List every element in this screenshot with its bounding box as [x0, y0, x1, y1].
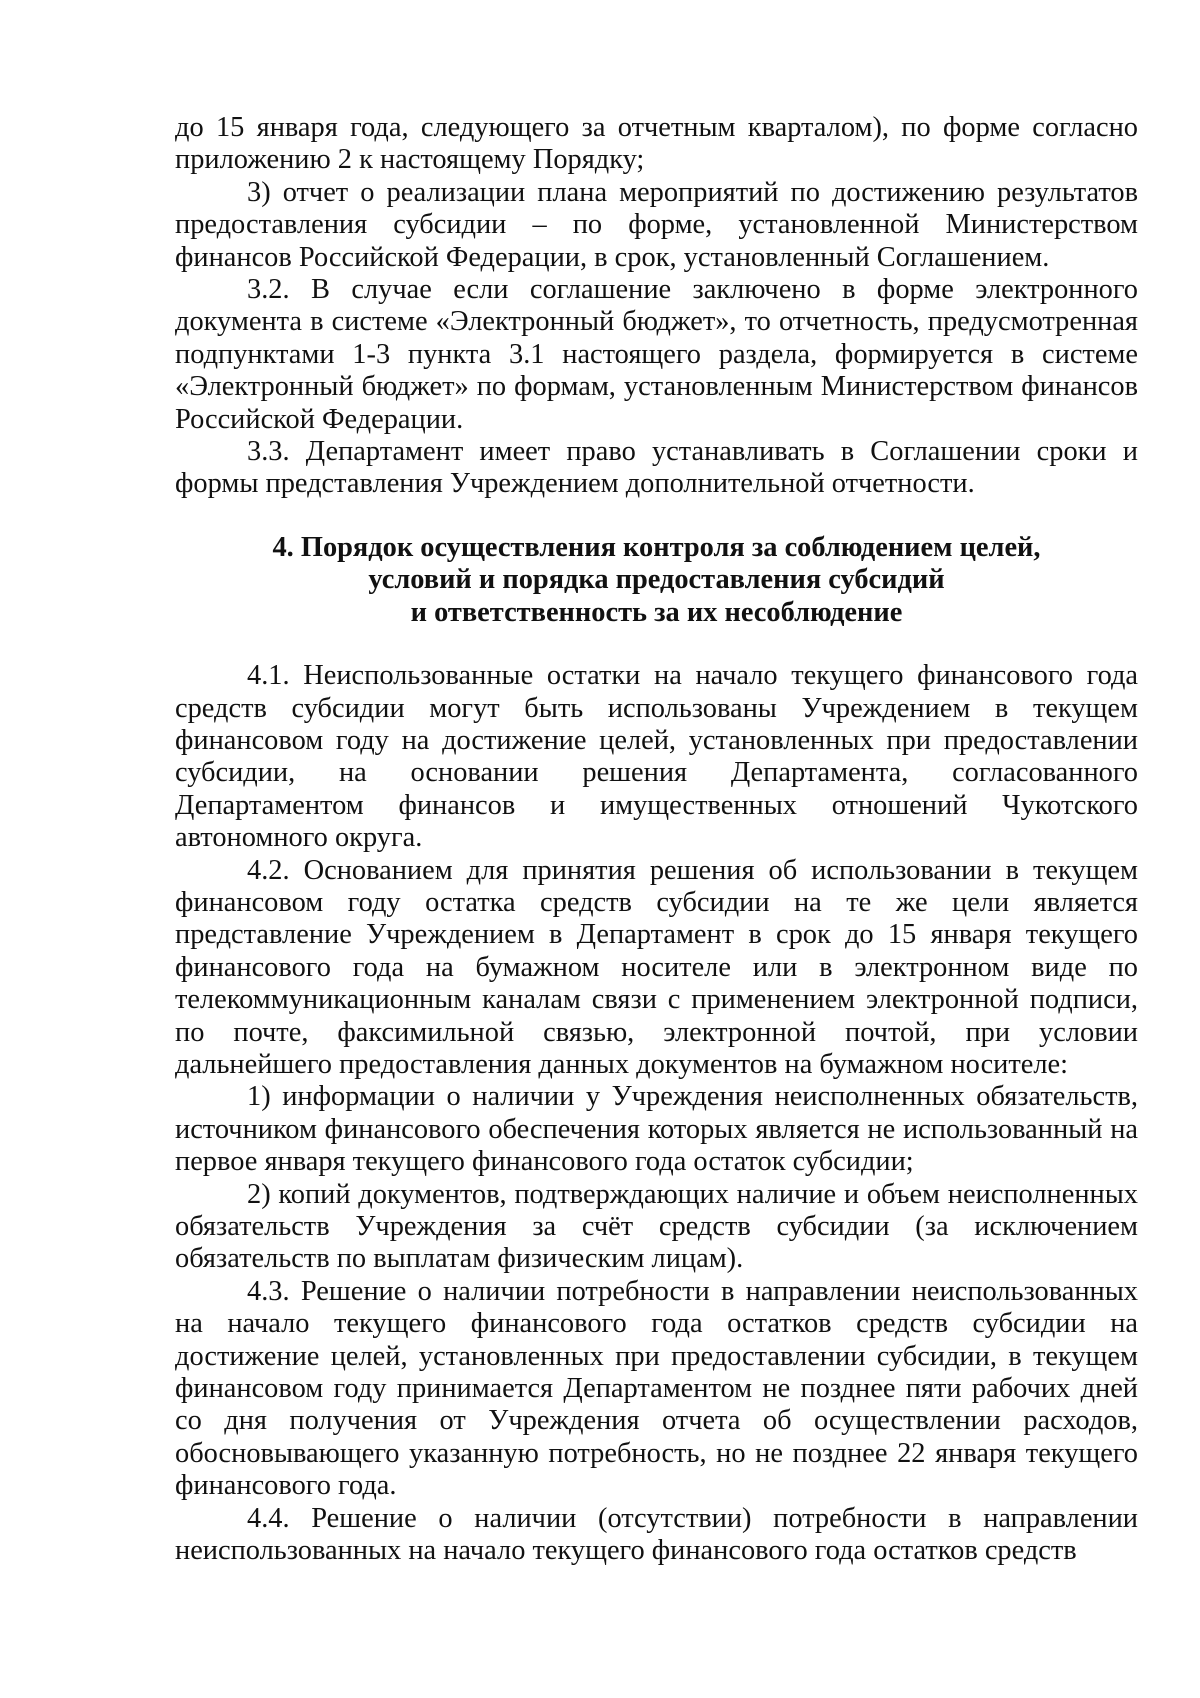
paragraph-4-1: 4.1. Неиспользованные остатки на начало текущего финансового года средств субсидии могут быть использованы Учреждением в текущем финансовом году на достижение целей, установленных при предоставлении субсидии, на основании решения Департамента, согласованного Департаментом финансов и имущественных отношений Чукотского автономного округа.: [175, 660, 1138, 854]
paragraph-3-3: 3.3. Департамент имеет право устанавливать в Соглашении сроки и формы представления Учреждением дополнительной отчетности.: [175, 436, 1138, 500]
paragraph-3-1-item-3: 3) отчет о реализации плана мероприятий по достижению результатов предоставления субсидии – по форме, установленной Министерством финансов Российской Федерации, в срок, установленный Соглашением.: [175, 176, 1138, 273]
paragraph-continuation: до 15 января года, следующего за отчетным кварталом), по форме согласно приложению 2 к настоящему Порядку;: [175, 112, 1138, 176]
paragraph-4-3: 4.3. Решение о наличии потребности в направлении неиспользованных на начало текущего финансового года остатков средств субсидии на достижение целей, установленных при предоставлении субсидии, в текущем финансовом году принимается Департаментом не позднее пяти рабочих дней со дня получения от Учреждения отчета об осуществлении расходов, обосновывающего указанную потребность, но не позднее 22 января текущего финансового года.: [175, 1275, 1138, 1502]
paragraph-4-4: 4.4. Решение о наличии (отсутствии) потребности в направлении неиспользованных на начало текущего финансового года остатков средств: [175, 1502, 1138, 1567]
paragraph-4-2-item-1: 1) информации о наличии у Учреждения неисполненных обязательств, источником финансового обеспечения которых является не использованный на первое января текущего финансового года остаток субсидии;: [175, 1081, 1138, 1178]
section-4-heading-line-1: 4. Порядок осуществления контроля за соблюдением целей,: [272, 531, 1041, 563]
document-page: [175, 112, 1138, 1567]
paragraph-4-2: 4.2. Основанием для принятия решения об использовании в текущем финансовом году остатка средств субсидии на те же цели является представление Учреждением в Департамент в срок до 15 января текущего финансового года на бумажном носителе или в электронном виде по телекоммуникационным каналам связи с применением электронной подписи, по почте, факсимильной связью, электронной почтой, при условии дальнейшего предоставления данных документов на бумажном носителе:: [175, 854, 1138, 1080]
section-4-heading: [175, 532, 1138, 629]
section-4-heading-line-2: условий и порядка предоставления субсидий: [368, 564, 945, 596]
section-4-heading-line-3: и ответственность за их несоблюдение: [410, 596, 903, 628]
paragraph-3-2: 3.2. В случае если соглашение заключено в форме электронного документа в системе «Электронный бюджет», то отчетность, предусмотренная подпунктами 1-3 пункта 3.1 настоящего раздела, формируется в системе «Электронный бюджет» по формам, установленным Министерством финансов Российской Федерации.: [175, 274, 1138, 435]
paragraph-4-2-item-2: 2) копий документов, подтверждающих наличие и объем неисполненных обязательств Учреждения за счёт средств субсидии (за исключением обязательств по выплатам физическим лицам).: [175, 1178, 1138, 1275]
